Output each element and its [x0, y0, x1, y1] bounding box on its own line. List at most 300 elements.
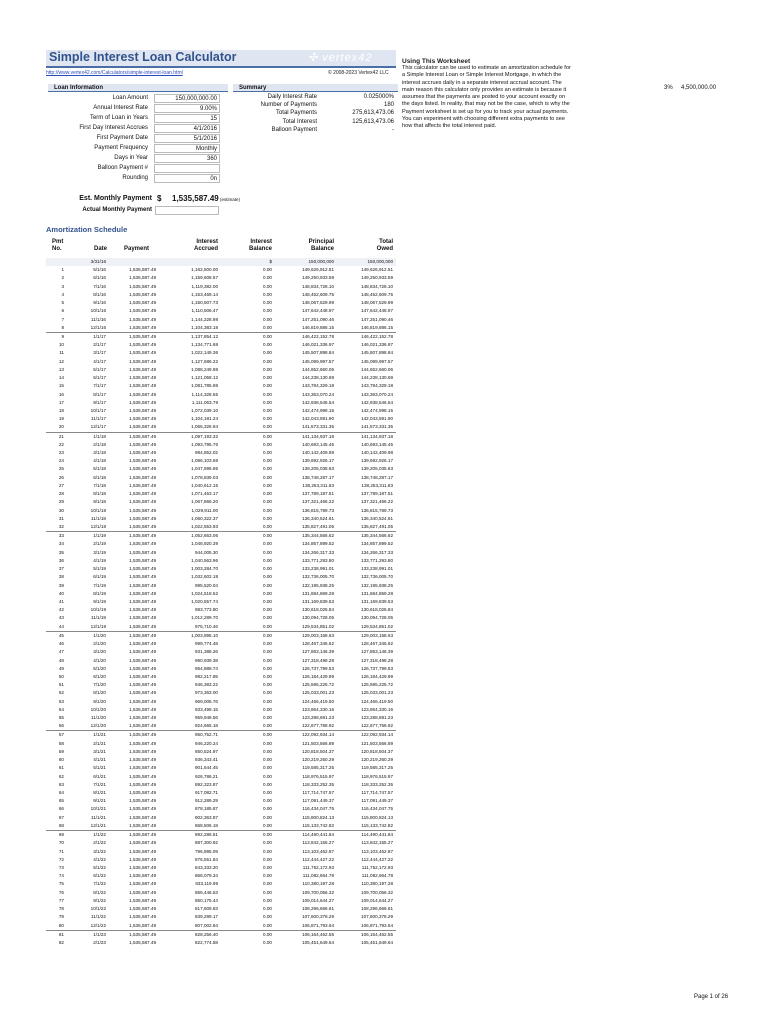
cell-payment: 1,535,587.49 — [129, 574, 156, 580]
cell-total-owed: 137,789,187.51 — [361, 491, 393, 497]
cell-principal-balance: 115,133,742.82 — [302, 822, 334, 828]
cell-interest-accrued: 850,524.97 — [195, 748, 218, 754]
cell-date: 7/1/22 — [93, 881, 106, 887]
cell-principal-balance: 127,863,146.39 — [302, 649, 334, 655]
cell-interest-accrued: 1,040,563.96 — [191, 557, 218, 563]
cell-total-owed: 140,693,145.45 — [361, 441, 393, 447]
cell-no: 51 — [58, 682, 64, 688]
summary-value: - — [392, 126, 394, 133]
cell-no: 44 — [58, 623, 64, 629]
cell-date: 5/1/19 — [93, 566, 106, 572]
cell-interest-balance: 0.00 — [263, 590, 272, 596]
cell-interest-balance: 0.00 — [263, 291, 272, 297]
cell-interest-accrued: 931,388.26 — [195, 649, 218, 655]
table-row — [46, 889, 396, 897]
cell-date: 12/1/18 — [90, 524, 106, 529]
cell-interest-balance: 0.00 — [263, 598, 272, 604]
loan-field-input[interactable]: 0n — [154, 174, 220, 183]
table-row — [46, 490, 396, 498]
cell-no: 41 — [58, 598, 64, 604]
summary-label: Daily Interest Rate — [267, 94, 317, 100]
cell-interest-balance: 0.00 — [263, 931, 272, 937]
cell-total-owed: 131,684,869.28 — [361, 590, 393, 596]
cell-date: 1/1/22 — [93, 832, 106, 838]
table-row — [46, 349, 396, 357]
cell-no: 80 — [58, 922, 64, 928]
summary-value: 180 — [383, 102, 394, 109]
cell-no: 5 — [61, 300, 64, 306]
cell-no: 66 — [58, 806, 64, 812]
cell-principal-balance: 143,784,329.18 — [302, 383, 334, 389]
cell-date: 12/1/21 — [90, 822, 106, 828]
cell-date: 6/1/18 — [93, 474, 106, 480]
cell-payment: 1,535,587.49 — [129, 291, 156, 297]
cell-date: 8/1/17 — [93, 391, 106, 397]
cell-payment: 1,535,587.49 — [129, 499, 156, 505]
cell-payment: 1,535,587.49 — [129, 732, 156, 738]
cell-payment: 1,535,587.49 — [129, 881, 156, 887]
cell-payment: 1,535,587.49 — [129, 566, 156, 572]
cell-payment: 1,535,587.49 — [129, 822, 156, 828]
cell-interest-balance: 0.00 — [263, 873, 272, 879]
cell-payment: 1,535,587.49 — [129, 342, 156, 348]
cell-total-owed: 121,503,566.89 — [361, 740, 393, 746]
cell-no: 52 — [58, 690, 64, 696]
summary-value: 275,613,473.06 — [352, 110, 394, 117]
cell-date: 12/1/16 — [90, 324, 106, 330]
cell-no: 81 — [58, 931, 64, 937]
cell-total-owed: 135,344,566.62 — [361, 533, 393, 539]
cell-total-owed: 106,164,462.55 — [361, 931, 393, 937]
cell-interest-balance: 0.00 — [263, 324, 272, 330]
cell-interest-balance: 0.00 — [263, 748, 272, 754]
cell-total-owed: 115,800,824.13 — [361, 814, 393, 820]
table-row — [46, 598, 396, 606]
page-number: Page 1 of 26 — [694, 994, 729, 1000]
table-row — [46, 856, 396, 864]
cell-principal-balance: 148,834,728.10 — [302, 283, 334, 289]
cell-principal-balance: 133,771,293.80 — [302, 557, 334, 563]
table-row — [46, 805, 396, 813]
cell-interest-accrued: 917,082.71 — [195, 790, 218, 795]
cell-principal-balance: 136,340,524.61 — [302, 515, 334, 521]
cell-total-owed: 142,043,591.90 — [361, 416, 393, 422]
cell-payment: 1,535,587.49 — [129, 665, 156, 671]
table-row — [46, 582, 396, 590]
cell-interest-balance: 0.00 — [263, 822, 272, 828]
cell-total-owed: 147,251,090.46 — [361, 316, 393, 322]
cell-interest-accrued: 1,065,326.94 — [191, 424, 218, 430]
cell-principal-balance: 129,003,158.63 — [302, 632, 334, 638]
cell-interest-accrued: 1,121,058.12 — [191, 375, 218, 381]
cell-interest-balance: 0.00 — [263, 375, 272, 381]
cell-interest-balance: 0.00 — [263, 864, 272, 870]
cell-date: 1/1/20 — [93, 632, 106, 638]
cell-no: 67 — [58, 814, 64, 820]
cell-total-owed: 110,380,197.28 — [361, 881, 393, 887]
cell-no: 39 — [58, 582, 64, 588]
cell-date: 10/1/22 — [90, 906, 106, 912]
cell-interest-balance: 0.00 — [263, 366, 272, 372]
cell-total-owed: 144,238,130.69 — [361, 375, 393, 381]
col-header-interest-balance: Interest Balance — [248, 239, 272, 252]
cell-principal-balance: 129,534,851.02 — [302, 623, 334, 629]
loan-field-input[interactable]: Monthly — [154, 144, 220, 153]
cell-interest-balance: 0.00 — [263, 350, 272, 356]
cell-total-owed: 125,033,001.23 — [361, 690, 393, 696]
cell-payment: 1,535,587.49 — [129, 790, 156, 795]
cell-date: 11/1/21 — [91, 814, 106, 820]
cell-date: 2/1/17 — [93, 342, 106, 348]
cell-payment: 1,535,587.49 — [129, 458, 156, 464]
actual-payment-input[interactable] — [155, 206, 219, 215]
cell-date: 7/1/20 — [93, 682, 106, 688]
cell-payment: 1,535,587.49 — [129, 416, 156, 422]
cell-date: 3/1/17 — [93, 350, 106, 356]
cell-principal-balance: 149,626,912.51 — [302, 267, 334, 273]
est-payment-currency: $ — [157, 194, 162, 203]
cell-payment: 1,535,587.49 — [129, 283, 156, 289]
cell-interest-balance: 0.00 — [263, 458, 272, 464]
cell-interest-balance: 0.00 — [263, 358, 272, 364]
cell-principal-balance: 116,434,047.75 — [302, 806, 334, 812]
cell-total-owed: 130,618,025.84 — [361, 607, 393, 613]
cell-interest-balance: 0.00 — [263, 840, 272, 846]
cell-interest-balance: 0.00 — [263, 574, 272, 580]
cell-interest-balance: 0.00 — [263, 781, 272, 787]
cell-interest-accrued: 984,852.02 — [195, 450, 218, 456]
cell-date: 1/1/17 — [93, 333, 106, 339]
cell-principal-balance: 139,205,035.63 — [302, 466, 334, 472]
cell-date: 3/1/22 — [93, 848, 106, 854]
col-header-total-owed: Total Owed — [376, 239, 393, 252]
cell-payment: 1,535,587.49 — [129, 723, 156, 729]
cell-interest-accrued: 839,299.17 — [195, 914, 218, 920]
loan-field-label: Annual Interest Rate — [93, 105, 148, 111]
cell-payment: 1,535,587.49 — [129, 615, 156, 621]
cell-no: 74 — [58, 873, 64, 879]
cell-total-owed: 140,142,409.98 — [361, 450, 393, 456]
cell-date: 9/1/17 — [93, 399, 106, 405]
loan-field-input[interactable] — [154, 164, 220, 173]
cell-interest-accrued: 892,323.87 — [195, 781, 218, 787]
cell-payment: 1,535,587.49 — [129, 466, 156, 472]
cell-total-owed: 146,422,152.78 — [361, 333, 393, 339]
cell-total-owed: 144,652,660.06 — [361, 366, 393, 372]
cell-date: 12/1/20 — [90, 723, 106, 729]
cell-interest-balance: 0.00 — [263, 715, 272, 721]
cell-payment: 1,535,587.49 — [129, 765, 156, 771]
cell-interest-accrued: 1,144,228.98 — [191, 316, 218, 322]
cell-date: 2/1/20 — [93, 641, 106, 647]
actual-payment-label: Actual Monthly Payment — [82, 207, 152, 213]
cell-date: 9/1/22 — [93, 897, 106, 903]
loan-field-label: Term of Loan in Years — [89, 115, 148, 121]
cell-principal-balance: 142,474,998.15 — [302, 407, 334, 413]
cell-total-owed: 136,815,789.73 — [361, 507, 393, 513]
cell-date: 10/1/20 — [90, 706, 106, 712]
loan-field-input[interactable]: 360 — [154, 154, 220, 163]
cell-interest-accrued: 1,119,382.00 — [191, 283, 218, 289]
cell-interest-balance: 0.00 — [263, 773, 272, 779]
loan-field-input[interactable]: 150,000,000.00 — [154, 94, 220, 103]
cell-interest-accrued: 973,363.00 — [195, 690, 218, 696]
cell-total-owed: 112,444,427.22 — [361, 856, 393, 862]
cell-total-owed: 133,771,293.80 — [361, 557, 393, 563]
cell-interest-accrued: 901,644.45 — [195, 765, 218, 771]
loan-field-input[interactable]: 5/1/2016 — [154, 134, 220, 143]
cell-total-owed: 131,169,839.53 — [361, 598, 393, 604]
cell-date: 4/1/18 — [93, 458, 106, 464]
cell-payment: 1,535,587.49 — [129, 814, 156, 820]
cell-total-owed: 113,103,462.87 — [361, 848, 393, 854]
cell-date: 9/1/21 — [93, 798, 106, 804]
cell-principal-balance: 109,014,644.27 — [302, 897, 334, 903]
cell-no: 78 — [58, 906, 64, 912]
cell-principal-balance: 146,021,336.97 — [302, 342, 334, 348]
cell-no: 26 — [58, 474, 64, 480]
cell-principal-balance: 113,842,155.27 — [302, 840, 334, 846]
cell-interest-accrued: 1,067,866.20 — [191, 499, 218, 505]
cell-total-owed: 124,466,419.50 — [361, 698, 393, 704]
col-header-payment: Payment — [124, 246, 150, 252]
table-row — [46, 374, 396, 382]
cell-date: 2/1/18 — [93, 441, 106, 447]
cell-no: 77 — [58, 897, 64, 903]
cell-total-owed: 123,864,330.16 — [361, 706, 393, 712]
page-title: Simple Interest Loan Calculator — [49, 50, 237, 64]
cell-principal-balance: 120,818,504.37 — [302, 748, 334, 754]
cell-interest-balance: 0.00 — [263, 533, 272, 539]
loan-field-input[interactable]: 15 — [154, 114, 220, 123]
loan-field-label: Payment Frequency — [94, 145, 148, 151]
cell-no: 75 — [58, 881, 64, 887]
side-amount-value: 4,500,000.00 — [681, 85, 717, 91]
cell-payment: 1,535,587.49 — [129, 641, 156, 647]
cell-interest-balance: 0.00 — [263, 649, 272, 655]
cell-interest-accrued: 969,005.76 — [195, 698, 218, 704]
table-row — [46, 657, 396, 665]
cell-date: 6/1/17 — [93, 375, 106, 381]
cell-principal-balance: 148,067,529.99 — [302, 300, 334, 306]
table-row — [46, 764, 396, 772]
cell-principal-balance: 118,333,252.35 — [302, 781, 334, 787]
cell-no: 50 — [58, 673, 64, 679]
cell-payment: 1,535,587.49 — [129, 848, 156, 854]
cell-payment: 1,535,587.49 — [129, 300, 156, 306]
table-row — [46, 922, 396, 931]
cell-total-owed: 130,094,728.05 — [361, 615, 393, 621]
table-row — [46, 756, 396, 764]
table-row — [46, 590, 396, 598]
table-row — [46, 523, 396, 532]
cell-total-owed: 107,600,378.29 — [361, 914, 393, 920]
cell-total-owed: 133,238,991.01 — [361, 566, 393, 572]
notes-title: Using This Worksheet — [402, 58, 471, 65]
cell-principal-balance: 119,585,317.25 — [302, 765, 334, 771]
cell-no: 25 — [58, 466, 64, 472]
amortization-header — [46, 238, 396, 259]
summary-label: Balloon Payment — [271, 126, 317, 133]
cell-principal-balance: 146,422,152.78 — [302, 333, 334, 339]
cell-interest-balance: 0.00 — [263, 300, 272, 306]
cell-date: 4/1/20 — [93, 657, 106, 663]
cell-interest-accrued: 1,024,518.52 — [191, 590, 218, 596]
cell-date: 7/1/21 — [93, 781, 106, 787]
cell-date: 5/1/18 — [93, 466, 106, 472]
vertex42-logo-icon: ✣ — [308, 52, 323, 64]
cell-principal-balance: 150,000,000 — [308, 259, 334, 264]
cell-no: 35 — [58, 549, 64, 555]
table-row — [46, 415, 396, 423]
cell-no: 47 — [58, 649, 64, 655]
cell-date: 1/1/18 — [93, 433, 106, 439]
cell-principal-balance: 131,169,839.53 — [302, 598, 334, 604]
cell-date: 7/1/16 — [93, 283, 106, 289]
cell-interest-balance: 0.00 — [263, 914, 272, 920]
summary-label: Total Payments — [275, 110, 317, 117]
cell-date: 2/1/21 — [93, 740, 106, 746]
cell-interest-balance: 0.00 — [263, 433, 272, 439]
cell-date: 1/1/19 — [93, 533, 106, 539]
loan-field-input[interactable]: 4/1/2016 — [154, 124, 220, 133]
cell-payment: 1,535,587.49 — [129, 690, 156, 696]
cell-interest-accrued: 959,948.56 — [195, 715, 218, 721]
cell-interest-accrued: 1,071,463.17 — [191, 491, 218, 497]
cell-principal-balance: 127,318,498.28 — [302, 657, 334, 663]
cell-total-owed: 146,021,336.97 — [361, 342, 393, 348]
cell-total-owed: 119,585,317.25 — [361, 765, 393, 771]
cell-payment: 1,535,587.49 — [129, 582, 156, 588]
col-header-date: Date — [94, 246, 108, 252]
cell-payment: 1,535,587.49 — [129, 840, 156, 846]
table-row — [46, 623, 396, 632]
cell-interest-accrued: 868,506.18 — [195, 822, 218, 828]
cell-interest-accrued: 982,217.95 — [195, 673, 218, 679]
cell-interest-accrued: 866,079.34 — [195, 873, 218, 879]
cell-no: 43 — [58, 615, 64, 621]
table-row — [46, 399, 396, 407]
cell-principal-balance: 138,748,287.17 — [302, 474, 334, 480]
cell-principal-balance: 122,677,768.92 — [302, 723, 334, 729]
est-payment-value: 1,535,587.49 — [172, 194, 219, 203]
brand-logo — [308, 51, 372, 64]
cell-no: 46 — [58, 641, 64, 647]
table-row — [46, 872, 396, 880]
table-row — [46, 449, 396, 457]
cell-principal-balance: 105,451,649.64 — [302, 939, 334, 945]
cell-payment: 1,535,587.49 — [129, 598, 156, 604]
cell-interest-accrued: 1,137,854.12 — [191, 333, 218, 339]
cell-total-owed: 148,834,728.10 — [361, 283, 393, 289]
cell-total-owed: 148,067,529.99 — [361, 300, 393, 306]
table-row — [46, 291, 396, 299]
cell-interest-accrued: 975,710.46 — [195, 623, 218, 629]
cell-principal-balance: 130,094,728.05 — [302, 615, 334, 621]
cell-interest-balance: 0.00 — [263, 939, 272, 945]
cell-interest-accrued: 887,300.92 — [195, 840, 218, 846]
table-row — [46, 740, 396, 748]
brand-name: vertex42 — [322, 52, 373, 64]
cell-no: 54 — [58, 706, 64, 712]
cell-payment: 1,535,587.49 — [129, 748, 156, 754]
cell-date: 11/1/17 — [91, 416, 106, 422]
cell-no: 65 — [58, 798, 64, 804]
cell-date: 8/1/22 — [93, 889, 106, 895]
table-row — [46, 913, 396, 921]
cell-total-owed: 148,452,609.75 — [361, 291, 393, 297]
table-row — [46, 573, 396, 581]
table-row — [46, 324, 396, 333]
website-link[interactable]: http://www.vertex42.com/Calculators/simple-interest-loan.html — [46, 70, 183, 76]
table-row — [46, 423, 396, 432]
cell-interest-balance: 0.00 — [263, 541, 272, 547]
cell-total-owed: 138,253,311.83 — [361, 482, 393, 488]
cell-payment: 1,535,587.49 — [129, 316, 156, 322]
side-rate-value: 3% — [664, 85, 673, 91]
cell-interest-accrued: 1,097,193.32 — [191, 433, 218, 439]
cell-total-owed: 118,976,515.97 — [361, 773, 393, 779]
cell-principal-balance: 117,714,747.57 — [302, 790, 334, 795]
cell-principal-balance: 132,736,005.70 — [302, 574, 334, 580]
cell-date: 10/1/17 — [90, 407, 106, 413]
cell-total-owed: 127,863,146.39 — [361, 649, 393, 655]
cell-principal-balance: 148,452,609.75 — [302, 291, 334, 297]
cell-interest-accrued: 954,888.74 — [195, 665, 218, 671]
cell-interest-accrued: 1,081,785.98 — [191, 383, 218, 389]
cell-payment: 1,535,587.49 — [129, 391, 156, 397]
cell-no: 34 — [58, 541, 64, 547]
cell-date: 2/1/19 — [93, 541, 106, 547]
cell-payment: 1,535,587.49 — [129, 524, 156, 529]
table-row — [46, 848, 396, 856]
cell-principal-balance: 135,344,566.62 — [302, 533, 334, 539]
cell-date: 8/1/18 — [93, 491, 106, 497]
table-row — [46, 557, 396, 565]
cell-interest-balance: 0.00 — [263, 474, 272, 480]
cell-interest-accrued: 1,020,557.74 — [191, 598, 218, 604]
cell-payment: 1,535,587.49 — [129, 706, 156, 712]
cell-payment: 1,535,587.49 — [129, 682, 156, 688]
cell-payment: 1,535,587.49 — [129, 383, 156, 389]
cell-interest-balance: 0.00 — [263, 416, 272, 422]
cell-date: 10/1/21 — [90, 806, 106, 812]
cell-payment: 1,535,587.49 — [129, 491, 156, 497]
cell-total-owed: 149,626,912.51 — [361, 267, 393, 273]
table-row — [46, 773, 396, 781]
cell-principal-balance: 138,253,311.83 — [302, 482, 334, 488]
cell-no: 21 — [58, 433, 64, 439]
cell-no: 79 — [58, 914, 64, 920]
table-row — [46, 614, 396, 622]
cell-interest-accrued: 817,609.83 — [195, 906, 218, 912]
cell-interest-accrued: 1,012,289.70 — [191, 615, 218, 621]
table-row — [46, 316, 396, 324]
cell-payment: 1,535,587.49 — [129, 914, 156, 920]
cell-interest-accrued: 1,093,795.76 — [191, 441, 218, 447]
cell-no: 7 — [61, 316, 64, 322]
table-row — [46, 665, 396, 673]
cell-no: 32 — [58, 524, 64, 529]
cell-interest-balance: 0.00 — [263, 623, 272, 629]
cell-interest-balance: 0.00 — [263, 698, 272, 704]
cell-principal-balance: 141,134,937.18 — [302, 433, 334, 439]
cell-total-owed: 120,818,504.37 — [361, 748, 393, 754]
cell-total-owed: 137,321,466.22 — [361, 499, 393, 505]
table-row — [46, 689, 396, 697]
cell-total-owed: 125,595,225.72 — [361, 682, 393, 688]
loan-field-input[interactable]: 9.00% — [154, 104, 220, 113]
